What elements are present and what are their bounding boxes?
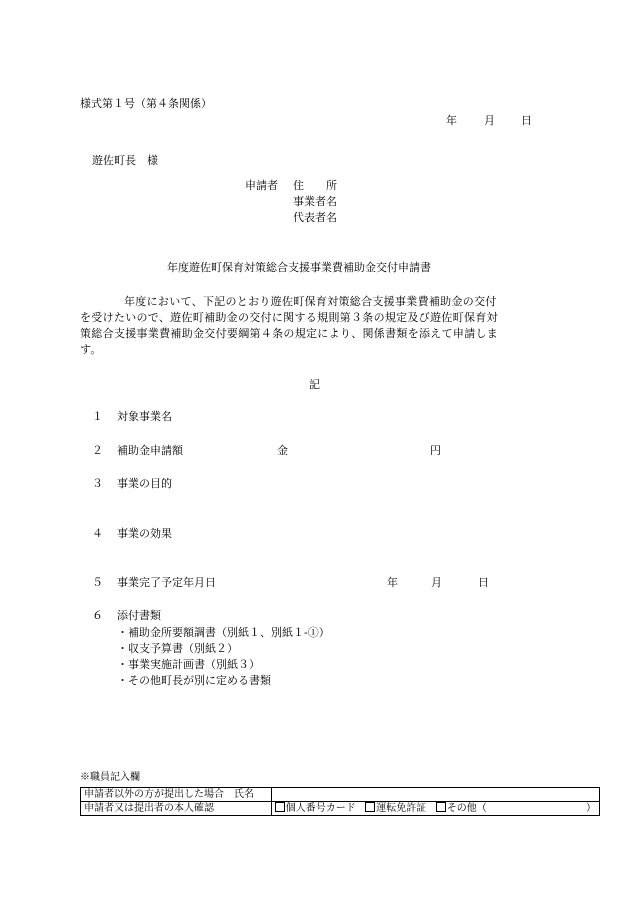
item-3-label: 事業の目的	[117, 477, 172, 490]
attachment-item: ・収支予算書（別紙２）	[117, 642, 238, 655]
date-day-label: 日	[521, 114, 532, 127]
item-3-number: ３	[92, 477, 103, 490]
applicant-representative-label: 代表者名	[293, 211, 337, 224]
identity-check-options	[271, 802, 599, 816]
other-id-checkbox[interactable]	[436, 802, 446, 812]
staff-section-heading: ※職員記入欄	[80, 772, 140, 783]
application-body	[80, 294, 555, 358]
drivers-license-checkbox[interactable]	[365, 802, 375, 812]
item-1-number: １	[92, 410, 103, 423]
attachment-item: ・補助金所要額調書（別紙１、別紙１-①）	[117, 626, 330, 639]
item-2-number: ２	[92, 444, 103, 457]
document-title: 年度遊佐町保育対策総合支援事業費補助金交付申請書	[167, 261, 431, 274]
item-6-number: ６	[92, 609, 103, 622]
body-line: 年度において、下記のとおり遊佐町保育対策総合支援事業費補助金の交付	[124, 295, 497, 308]
item-5-day-label: 日	[478, 576, 489, 589]
item-5-month-label: 月	[431, 576, 442, 589]
proxy-submitter-name-field[interactable]	[271, 788, 599, 802]
item-4-number: ４	[92, 527, 103, 540]
applicant-label: 申請者	[245, 179, 278, 192]
attachment-item: ・事業実施計画書（別紙３）	[117, 658, 260, 671]
item-1-label: 対象事業名	[117, 410, 172, 423]
staff-entry-table	[80, 787, 600, 816]
item-6-label: 添付書類	[117, 609, 161, 622]
item-5-label: 事業完了予定年月日	[117, 576, 216, 589]
item-5-year-label: 年	[387, 576, 398, 589]
date-month-label: 月	[484, 114, 495, 127]
body-line: を受けたいので、遊佐町補助金の交付に関する規則第３条の規定及び遊佐町保育対	[80, 311, 498, 324]
item-2-yen-label: 円	[430, 444, 441, 457]
item-2-kin-label: 金	[277, 444, 288, 457]
applicant-business-name-label: 事業者名	[293, 195, 337, 208]
attachment-item: ・その他町長が別に定める書類	[117, 674, 271, 687]
body-line: す。	[80, 343, 102, 356]
drivers-license-label: 運転免許証	[376, 803, 427, 814]
item-5-number: ５	[92, 576, 103, 589]
other-id-label: その他（	[446, 803, 487, 814]
identity-check-label: 申請者又は提出者の本人確認	[81, 802, 272, 816]
date-year-label: 年	[446, 114, 457, 127]
proxy-submitter-label: 申請者以外の方が提出した場合 氏名	[81, 788, 272, 802]
item-4-label: 事業の効果	[117, 527, 172, 540]
addressee: 遊佐町長 様	[92, 154, 158, 167]
form-number: 様式第１号（第４条関係）	[80, 97, 212, 110]
ki-heading: 記	[309, 378, 320, 391]
mynumber-card-checkbox[interactable]	[275, 802, 285, 812]
mynumber-card-label: 個人番号カード	[285, 803, 356, 814]
item-2-label: 補助金申請額	[117, 444, 183, 457]
applicant-address-label: 住 所	[293, 179, 337, 192]
table-row	[81, 802, 600, 816]
table-row	[81, 788, 600, 802]
body-line: 策総合支援事業費補助金交付要綱第４条の規定により、関係書類を添えて申請しま	[80, 327, 499, 340]
other-id-close: ）	[586, 803, 596, 814]
